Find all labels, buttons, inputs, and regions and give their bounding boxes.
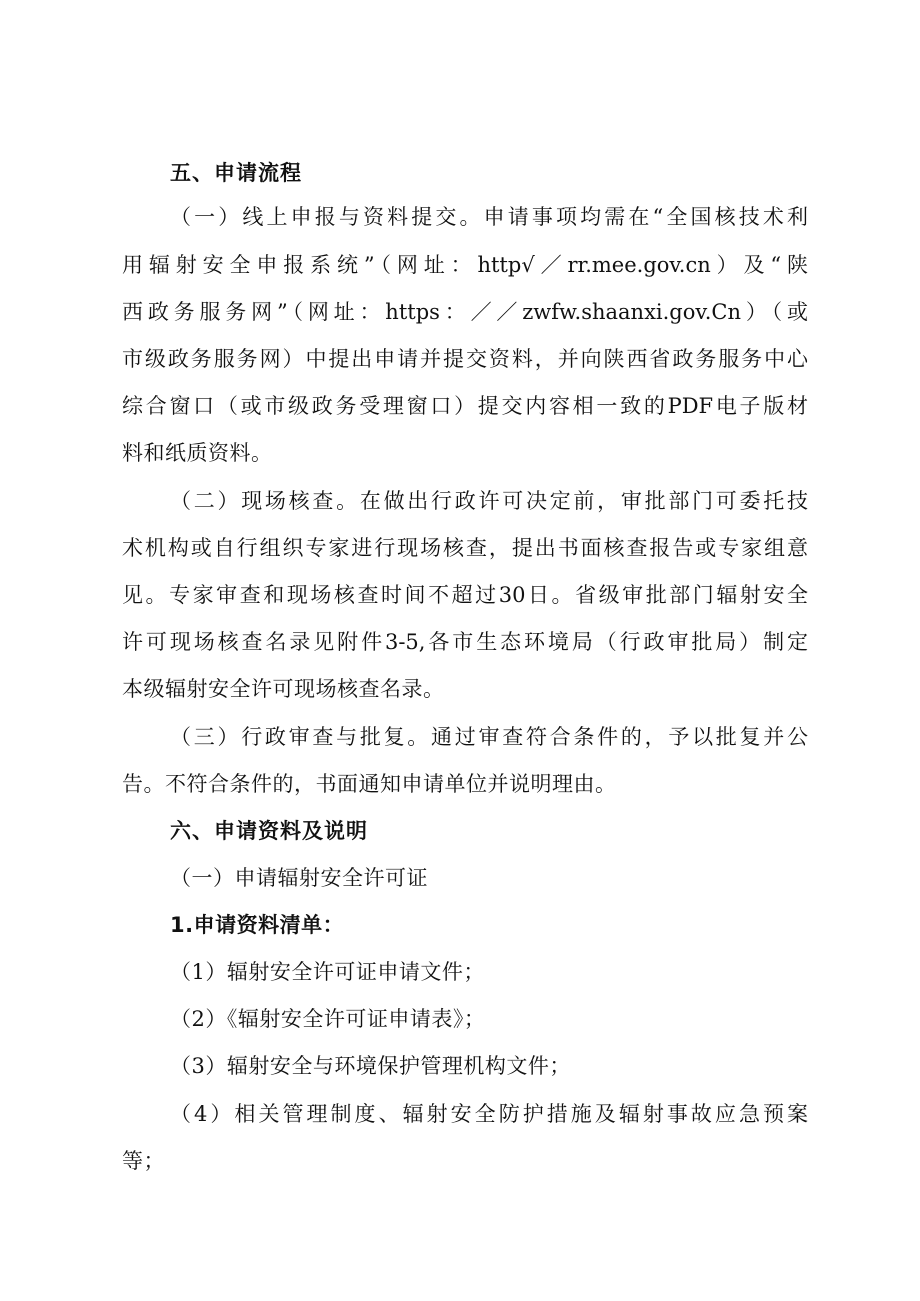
list-item: （2）《辐射安全许可证申请表》；: [170, 1007, 486, 1031]
paragraph-site-inspection-line-5: 本级辐射安全许可现场核查名录。: [122, 677, 445, 701]
list-item: （4）相关管理制度、辐射安全防护措施及辐射事故应急预案: [170, 1102, 808, 1126]
list-item-continuation: 等；: [122, 1149, 165, 1173]
paragraph-admin-review-line-2: 告。不符合条件的，书面通知申请单位并说明理由。: [122, 772, 617, 796]
paragraph-online-submission-line-5: 综合窗口（或市级政务受理窗口）提交内容相一致的PDF电子版材: [122, 394, 808, 418]
paragraph-online-submission-line-3: 西政务服务网”（网址：https：／／zwfw.shaanxi.gov.Cn）（或: [122, 300, 808, 324]
paragraph-online-submission-line-2: 用辐射安全申报系统”（网址：http√／rr.mee.gov.cn）及“陕: [122, 253, 808, 277]
materials-list-title: 1.申请资料清单：: [170, 913, 345, 937]
paragraph-site-inspection-line-1: （二）现场核查。在做出行政许可决定前，审批部门可委托技: [170, 489, 808, 513]
section-heading-application-materials: 六、申请资料及说明: [170, 819, 368, 843]
list-item: （3）辐射安全与环境保护管理机构文件；: [170, 1054, 571, 1078]
paragraph-online-submission-line-1: （一）线上申报与资料提交。申请事项均需在“全国核技术利: [170, 205, 808, 229]
section-heading-application-process: 五、申请流程: [170, 161, 302, 185]
paragraph-site-inspection-line-2: 术机构或自行组织专家进行现场核查，提出书面核查报告或专家组意: [122, 536, 808, 560]
paragraph-site-inspection-line-3: 见。专家审查和现场核查时间不超过30日。省级审批部门辐射安全: [122, 583, 808, 607]
list-item: （1）辐射安全许可证申请文件；: [170, 960, 485, 984]
paragraph-admin-review-line-1: （三）行政审查与批复。通过审查符合条件的，予以批复并公: [170, 725, 808, 749]
paragraph-online-submission-line-6: 料和纸质资料。: [122, 441, 273, 465]
paragraph-online-submission-line-4: 市级政务服务网）中提出申请并提交资料，并向陕西省政务服务中心: [122, 347, 808, 371]
paragraph-site-inspection-line-4: 许可现场核查名录见附件3-5,各市生态环境局（行政审批局）制定: [122, 630, 808, 654]
subsection-heading-radiation-license: （一）申请辐射安全许可证: [170, 866, 428, 890]
